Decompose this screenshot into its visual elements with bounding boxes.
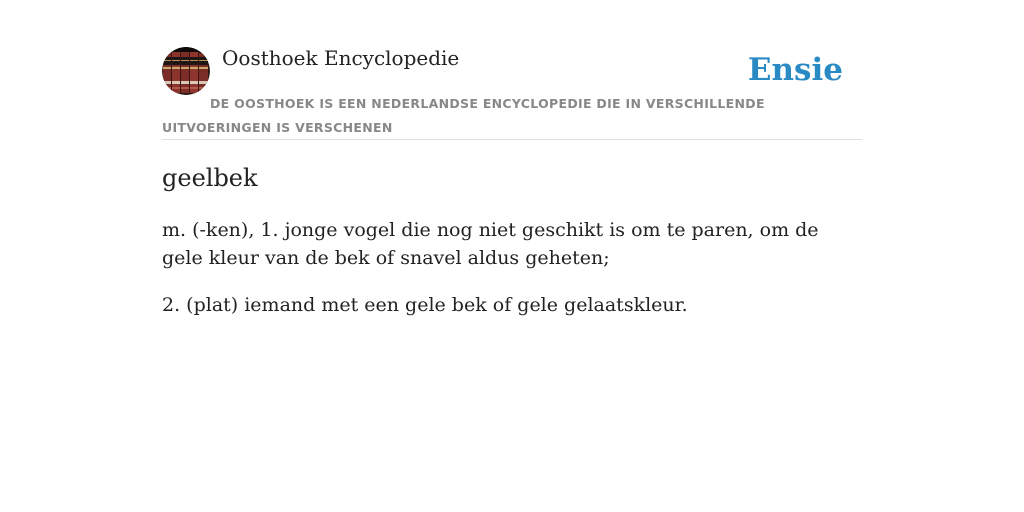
entry-content — [162, 160, 862, 319]
ensie-brand-link[interactable]: Ensie — [747, 52, 843, 88]
encyclopedia-books-logo-icon[interactable] — [162, 47, 210, 95]
site-header — [162, 44, 862, 140]
site-tagline: DE OOSTHOEK IS EEN NEDERLANDSE ENCYCLOPEDIE DIE IN VERSCHILLENDE UITVOERINGEN IS VERSCHENEN — [162, 96, 765, 135]
definition-2: 2. (plat) iemand met een gele bek of gele gelaatskleur. — [162, 294, 688, 316]
site-title-link[interactable]: Oosthoek Encyclopedie — [222, 46, 460, 70]
definition-1: m. (-ken), 1. jonge vogel die nog niet geschikt is om te paren, om de gele kleur van de bek of snavel aldus geheten; — [162, 219, 819, 269]
entry-title: geelbek — [162, 164, 258, 192]
